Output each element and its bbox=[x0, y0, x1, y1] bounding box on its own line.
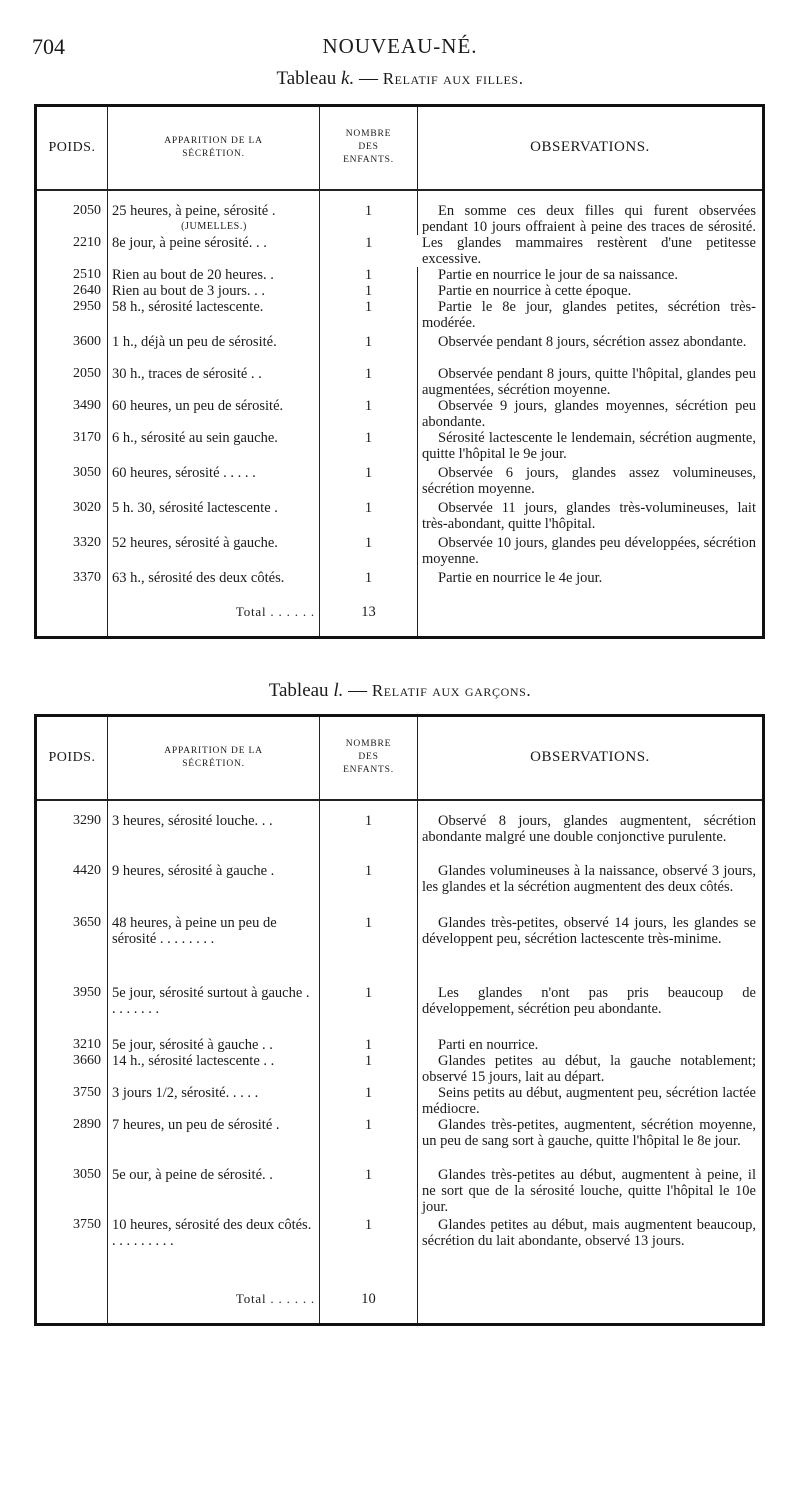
apparition-text: 63 h., sérosité des deux côtés. bbox=[112, 569, 285, 586]
cell-observations: Observée 10 jours, glandes peu développées, sécrétion moyenne. bbox=[422, 534, 756, 567]
table-row bbox=[36, 863, 764, 915]
cell-apparition bbox=[108, 1037, 320, 1053]
cell-apparition bbox=[108, 535, 320, 570]
apparition-text: 30 h., traces de sérosité . . bbox=[112, 365, 262, 382]
cell-observations: Les glandes n'ont pas pris beaucoup de développement, sécrétion peu abondante. bbox=[422, 984, 756, 1017]
running-title: NOUVEAU-NÉ. bbox=[322, 34, 478, 58]
cell-apparition bbox=[108, 283, 320, 299]
spacer-cell bbox=[320, 1311, 418, 1325]
cell-apparition bbox=[108, 570, 320, 600]
bottom-spacer bbox=[36, 624, 764, 638]
cell-poids: 3370 bbox=[36, 570, 108, 600]
header-apparition: APPARITION DE LA SÉCRÉTION. bbox=[108, 716, 320, 800]
cell-nombre: 1 bbox=[320, 1085, 418, 1117]
cell-nombre: 1 bbox=[320, 267, 418, 283]
total-label: Total . . . . . . bbox=[108, 1287, 320, 1311]
cell-observations: Glandes très-petites au début, augmentent à peine, il ne sort que de la sérosité louche, quitte l'hôpital le 10e jour. bbox=[422, 1166, 756, 1215]
table-row bbox=[36, 398, 764, 430]
total-value: 10 bbox=[320, 1287, 418, 1311]
cell-poids: 3050 bbox=[36, 465, 108, 500]
cell-observations: Sérosité lactescente le lendemain, sécrétion augmente, quitte l'hôpital le 9e jour. bbox=[422, 429, 756, 462]
table-row bbox=[36, 500, 764, 535]
total-blank bbox=[418, 600, 764, 624]
cell-nombre: 1 bbox=[320, 535, 418, 570]
cell-poids: 2890 bbox=[36, 1117, 108, 1167]
cell-apparition bbox=[108, 1053, 320, 1085]
cell-apparition bbox=[108, 863, 320, 915]
cell-poids: 3750 bbox=[36, 1217, 108, 1287]
table-row bbox=[36, 1085, 764, 1117]
table-k-body bbox=[36, 190, 764, 638]
caption-title: Relatif aux filles. bbox=[382, 69, 524, 88]
header-poids: POIDS. bbox=[36, 716, 108, 800]
table-row bbox=[36, 985, 764, 1037]
table-row bbox=[36, 1037, 764, 1053]
apparition-text: 5e jour, sérosité à gauche . . bbox=[112, 1036, 273, 1053]
cell-nombre: 1 bbox=[320, 1167, 418, 1217]
cell-poids: 3650 bbox=[36, 915, 108, 985]
caption-letter: k. bbox=[341, 68, 355, 89]
cell-poids: 2210 bbox=[36, 235, 108, 267]
cell-observations: Glandes très-petites, observé 14 jours, les glandes se développent peu, sécrétion lactescente très-minime. bbox=[422, 914, 756, 947]
cell-nombre: 1 bbox=[320, 500, 418, 535]
spacer-cell bbox=[36, 624, 108, 638]
table-row bbox=[36, 1117, 764, 1167]
caption-dash: — bbox=[358, 68, 378, 89]
cell-poids: 3490 bbox=[36, 398, 108, 430]
caption-prefix: Tableau bbox=[276, 68, 337, 89]
apparition-text: 3 heures, sérosité louche. . . bbox=[112, 812, 273, 829]
table-l bbox=[34, 714, 765, 1326]
spacer-cell bbox=[320, 624, 418, 638]
cell-observations: Observée 6 jours, glandes assez volumineuses, sécrétion moyenne. bbox=[422, 464, 756, 497]
apparition-text: 5 h. 30, sérosité lactescente . bbox=[112, 499, 278, 516]
cell-apparition bbox=[108, 203, 320, 235]
total-row bbox=[36, 600, 764, 624]
apparition-text: 8e jour, à peine sérosité. . . bbox=[112, 234, 267, 251]
table-k-header-row bbox=[36, 106, 764, 190]
table-row bbox=[36, 1217, 764, 1287]
total-blank bbox=[36, 1287, 108, 1311]
cell-observations: Observée pendant 8 jours, quitte l'hôpital, glandes peu augmentées, sécrétion moyenne. bbox=[422, 365, 756, 398]
cell-nombre: 1 bbox=[320, 985, 418, 1037]
cell-nombre: 1 bbox=[320, 299, 418, 334]
cell-observations: Partie en nourrice le 4e jour. bbox=[438, 569, 603, 586]
total-value: 13 bbox=[320, 600, 418, 624]
apparition-text: 7 heures, un peu de sérosité . bbox=[112, 1116, 280, 1133]
header-observations: OBSERVATIONS. bbox=[418, 106, 764, 190]
cell-poids: 2050 bbox=[36, 203, 108, 235]
table-row bbox=[36, 267, 764, 283]
cell-apparition bbox=[108, 1117, 320, 1167]
apparition-text: 14 h., sérosité lactescente . . bbox=[112, 1052, 275, 1069]
cell-observations: Glandes petites au début, la gauche notablement; observé 15 jours, lait au départ. bbox=[422, 1052, 756, 1085]
table-l-caption bbox=[0, 680, 800, 702]
cell-nombre: 1 bbox=[320, 366, 418, 398]
apparition-text: 5e our, à peine de sérosité. . bbox=[112, 1166, 273, 1183]
cell-poids: 2510 bbox=[36, 267, 108, 283]
cell-apparition bbox=[108, 1217, 320, 1287]
cell-observations: Observée 11 jours, glandes très-volumineuses, lait très-abondant, quitte l'hôpital. bbox=[422, 499, 756, 532]
spacer-cell bbox=[418, 624, 764, 638]
apparition-text: 25 heures, à peine, sérosité . bbox=[112, 202, 276, 219]
header-nombre: NOMBRE DES ENFANTS. bbox=[320, 106, 418, 190]
cell-poids: 2640 bbox=[36, 283, 108, 299]
cell-nombre: 1 bbox=[320, 570, 418, 600]
table-row bbox=[36, 813, 764, 863]
apparition-text: 6 h., sérosité au sein gauche. bbox=[112, 429, 278, 446]
header-observations: OBSERVATIONS. bbox=[418, 716, 764, 800]
cell-poids: 3750 bbox=[36, 1085, 108, 1117]
apparition-text: Rien au bout de 20 heures. . bbox=[112, 266, 274, 283]
cell-poids: 3320 bbox=[36, 535, 108, 570]
table-k bbox=[34, 104, 765, 639]
cell-apparition bbox=[108, 235, 320, 267]
cell-apparition bbox=[108, 334, 320, 366]
caption-dash: — bbox=[348, 680, 368, 701]
cell-poids: 4420 bbox=[36, 863, 108, 915]
cell-apparition bbox=[108, 465, 320, 500]
page-number: 704 bbox=[32, 34, 65, 59]
cell-apparition bbox=[108, 813, 320, 863]
cell-poids: 2050 bbox=[36, 366, 108, 398]
cell-observations: Partie en nourrice à cette époque. bbox=[438, 282, 632, 299]
cell-observations: Glandes volumineuses à la naissance, observé 3 jours, les glandes et la sécrétion augmentent des deux côtés. bbox=[422, 862, 756, 895]
table-row bbox=[36, 465, 764, 500]
cell-nombre: 1 bbox=[320, 1217, 418, 1287]
cell-nombre: 1 bbox=[365, 234, 373, 251]
table-row bbox=[36, 334, 764, 366]
table-row bbox=[36, 283, 764, 299]
caption-prefix: Tableau bbox=[268, 680, 329, 701]
cell-observations: Glandes petites au début, mais augmentent beaucoup, sécrétion du lait abondante, observé 13 jours. bbox=[422, 1216, 756, 1249]
cell-apparition bbox=[108, 430, 320, 465]
table-row bbox=[36, 299, 764, 334]
cell-nombre: 1 bbox=[320, 283, 418, 299]
cell-nombre: 1 bbox=[320, 398, 418, 430]
header-poids: POIDS. bbox=[36, 106, 108, 190]
total-row bbox=[36, 1287, 764, 1311]
apparition-text: 5e jour, sérosité surtout à gauche . . . . . . . . bbox=[112, 984, 310, 1017]
cell-apparition bbox=[108, 915, 320, 985]
cell-apparition bbox=[108, 299, 320, 334]
table-row bbox=[36, 570, 764, 600]
cell-poids: 3020 bbox=[36, 500, 108, 535]
apparition-text: 1 h., déjà un peu de sérosité. bbox=[112, 333, 277, 350]
apparition-text: Rien au bout de 3 jours. . . bbox=[112, 282, 266, 299]
table-row bbox=[36, 1053, 764, 1085]
table-l-body bbox=[36, 800, 764, 1325]
cell-nombre: 1 bbox=[320, 915, 418, 985]
cell-poids: 3290 bbox=[36, 813, 108, 863]
table-l-header-row bbox=[36, 716, 764, 800]
table-row bbox=[36, 1167, 764, 1217]
cell-poids: 3600 bbox=[36, 334, 108, 366]
spacer-cell bbox=[108, 624, 320, 638]
cell-observations: Observée 9 jours, glandes moyennes, sécrétion peu abondante. bbox=[422, 397, 756, 430]
cell-observations: Partie le 8e jour, glandes petites, sécrétion très-modérée. bbox=[422, 298, 756, 331]
cell-apparition bbox=[108, 500, 320, 535]
cell-nombre: 1 bbox=[320, 430, 418, 465]
cell-apparition bbox=[108, 985, 320, 1037]
cell-apparition bbox=[108, 1085, 320, 1117]
cell-poids: 2950 bbox=[36, 299, 108, 334]
apparition-text: 58 h., sérosité lactescente. bbox=[112, 298, 264, 315]
apparition-text: 52 heures, sérosité à gauche. bbox=[112, 534, 278, 551]
cell-apparition bbox=[108, 398, 320, 430]
cell-poids: 3050 bbox=[36, 1167, 108, 1217]
spacer-cell bbox=[108, 1311, 320, 1325]
header-nombre: NOMBRE DES ENFANTS. bbox=[320, 716, 418, 800]
table-row bbox=[36, 535, 764, 570]
apparition-text: 60 heures, sérosité . . . . . bbox=[112, 464, 256, 481]
cell-nombre: 1 bbox=[320, 1037, 418, 1053]
cell-observations: En somme ces deux filles qui furent observées pendant 10 jours offraient à peine des traces de sérosité. Les glandes mammaires restèrent d'une petitesse excessive. bbox=[422, 202, 756, 267]
apparition-text: 60 heures, un peu de sérosité. bbox=[112, 397, 284, 414]
cell-nombre: 1 bbox=[320, 1053, 418, 1085]
cell-nombre: 1 bbox=[320, 334, 418, 366]
spacer-cell bbox=[36, 1311, 108, 1325]
caption-letter: l. bbox=[333, 680, 344, 701]
apparition-note: (JUMELLES.) bbox=[181, 220, 247, 232]
table-row bbox=[36, 430, 764, 465]
cell-apparition bbox=[108, 366, 320, 398]
cell-nombre: 1 bbox=[320, 465, 418, 500]
table-row bbox=[36, 915, 764, 985]
header-apparition: APPARITION DE LA SÉCRÉTION. bbox=[108, 106, 320, 190]
apparition-text: 10 heures, sérosité des deux côtés. . . . . . . . . . bbox=[112, 1216, 312, 1249]
table-row bbox=[36, 203, 764, 235]
cell-nombre: 1 bbox=[320, 863, 418, 915]
cell-nombre: 1 bbox=[320, 813, 418, 863]
page-header bbox=[0, 30, 800, 60]
bottom-spacer bbox=[36, 1311, 764, 1325]
cell-observations: Parti en nourrice. bbox=[438, 1036, 539, 1053]
caption-title: Relatif aux garçons. bbox=[371, 681, 532, 700]
cell-observations: Partie en nourrice le jour de sa naissance. bbox=[438, 266, 678, 283]
cell-observations: Glandes très-petites, augmentent, sécrétion moyenne, un peu de sang sort à gauche, quitte l'hôpital le 8e jour. bbox=[422, 1116, 756, 1149]
table-row bbox=[36, 366, 764, 398]
cell-apparition bbox=[108, 1167, 320, 1217]
apparition-text: 9 heures, sérosité à gauche . bbox=[112, 862, 275, 879]
cell-observations: Seins petits au début, augmentent peu, sécrétion lactée médiocre. bbox=[422, 1084, 756, 1117]
cell-poids: 3660 bbox=[36, 1053, 108, 1085]
total-label: Total . . . . . . bbox=[108, 600, 320, 624]
apparition-text: 3 jours 1/2, sérosité. . . . . bbox=[112, 1084, 259, 1101]
cell-observations: Observé 8 jours, glandes augmentent, sécrétion abondante malgré une double conjonctive purulente. bbox=[422, 812, 756, 845]
table-k-caption bbox=[0, 68, 800, 90]
cell-poids: 3170 bbox=[36, 430, 108, 465]
total-blank bbox=[36, 600, 108, 624]
cell-observations: Observée pendant 8 jours, sécrétion assez abondante. bbox=[438, 333, 747, 350]
cell-poids: 3950 bbox=[36, 985, 108, 1037]
cell-nombre: 1 bbox=[320, 1117, 418, 1167]
cell-poids: 3210 bbox=[36, 1037, 108, 1053]
spacer-cell bbox=[418, 1311, 764, 1325]
apparition-text: 48 heures, à peine un peu de sérosité . . . . . . . . bbox=[112, 914, 277, 947]
cell-nombre: 1 bbox=[320, 203, 418, 235]
total-blank bbox=[418, 1287, 764, 1311]
cell-apparition bbox=[108, 267, 320, 283]
